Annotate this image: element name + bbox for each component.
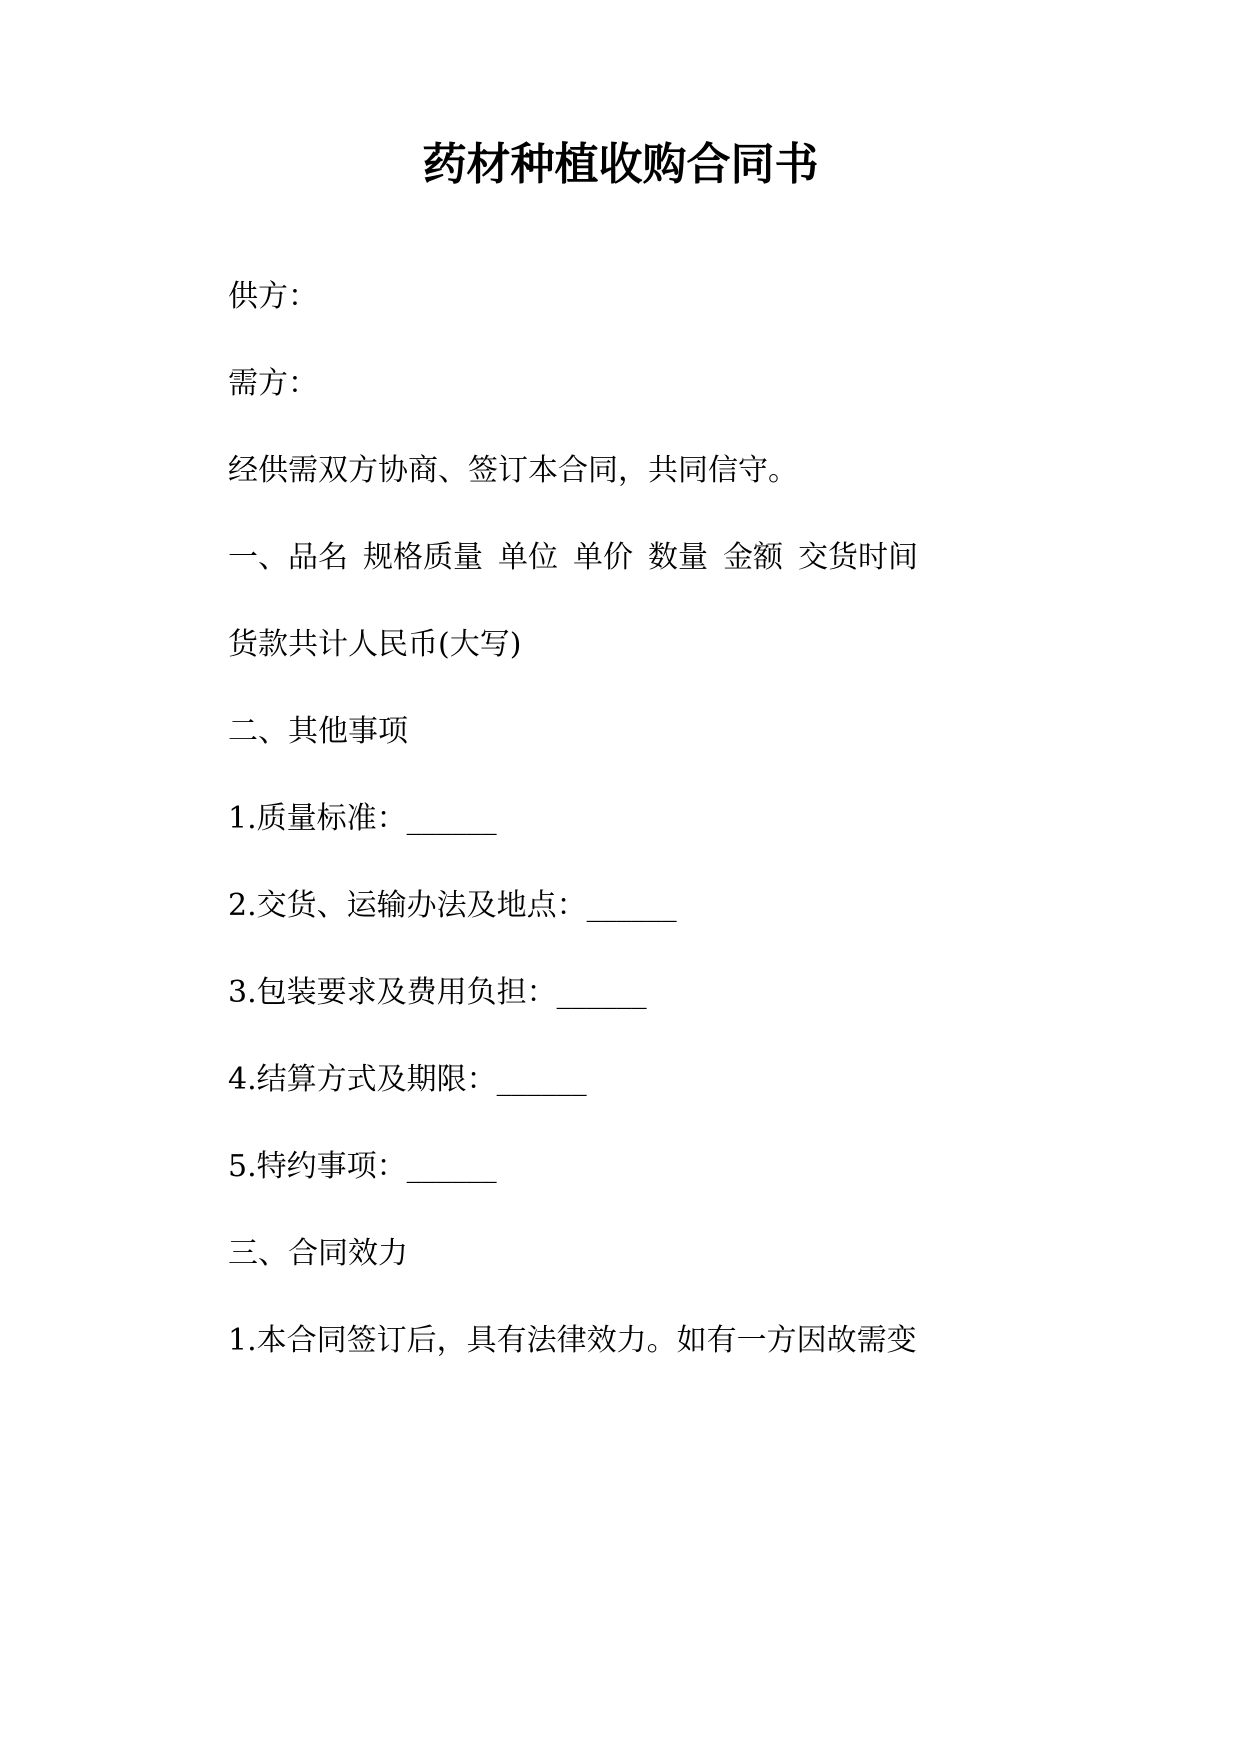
clause-settlement: 4.结算方式及期限：______	[228, 1062, 587, 1097]
clause-validity-1: 1.本合同签订后，具有法律效力。如有一方因故需变	[228, 1323, 917, 1358]
buyer-line: 需方：	[228, 366, 318, 401]
clause-special-terms: 5.特约事项：______	[228, 1149, 497, 1184]
section-number: 一、	[228, 540, 288, 575]
total-amount-line: 货款共计人民币(大写)	[228, 627, 522, 662]
column-label: 品名	[288, 540, 348, 575]
column-spec-quality: 规格质量	[363, 540, 483, 575]
column-quantity: 数量	[648, 540, 708, 575]
column-product-name	[228, 514, 348, 601]
document-body	[228, 253, 948, 1384]
goods-columns-header	[228, 514, 948, 601]
document-title: 药材种植收购合同书	[422, 139, 819, 190]
column-delivery-time: 交货时间	[798, 540, 918, 575]
clause-packaging: 3.包装要求及费用负担：______	[228, 975, 647, 1010]
column-unit-price: 单价	[573, 540, 633, 575]
section-heading-contract-validity: 三、合同效力	[228, 1236, 408, 1271]
clause-quality-standard: 1.质量标准：______	[228, 801, 497, 836]
column-amount: 金额	[723, 540, 783, 575]
preamble: 经供需双方协商、签订本合同，共同信守。	[228, 453, 798, 488]
supplier-line: 供方：	[228, 279, 318, 314]
section-heading-other-matters: 二、其他事项	[228, 714, 408, 749]
clause-delivery-transport: 2.交货、运输办法及地点：______	[228, 888, 677, 923]
column-unit: 单位	[498, 540, 558, 575]
